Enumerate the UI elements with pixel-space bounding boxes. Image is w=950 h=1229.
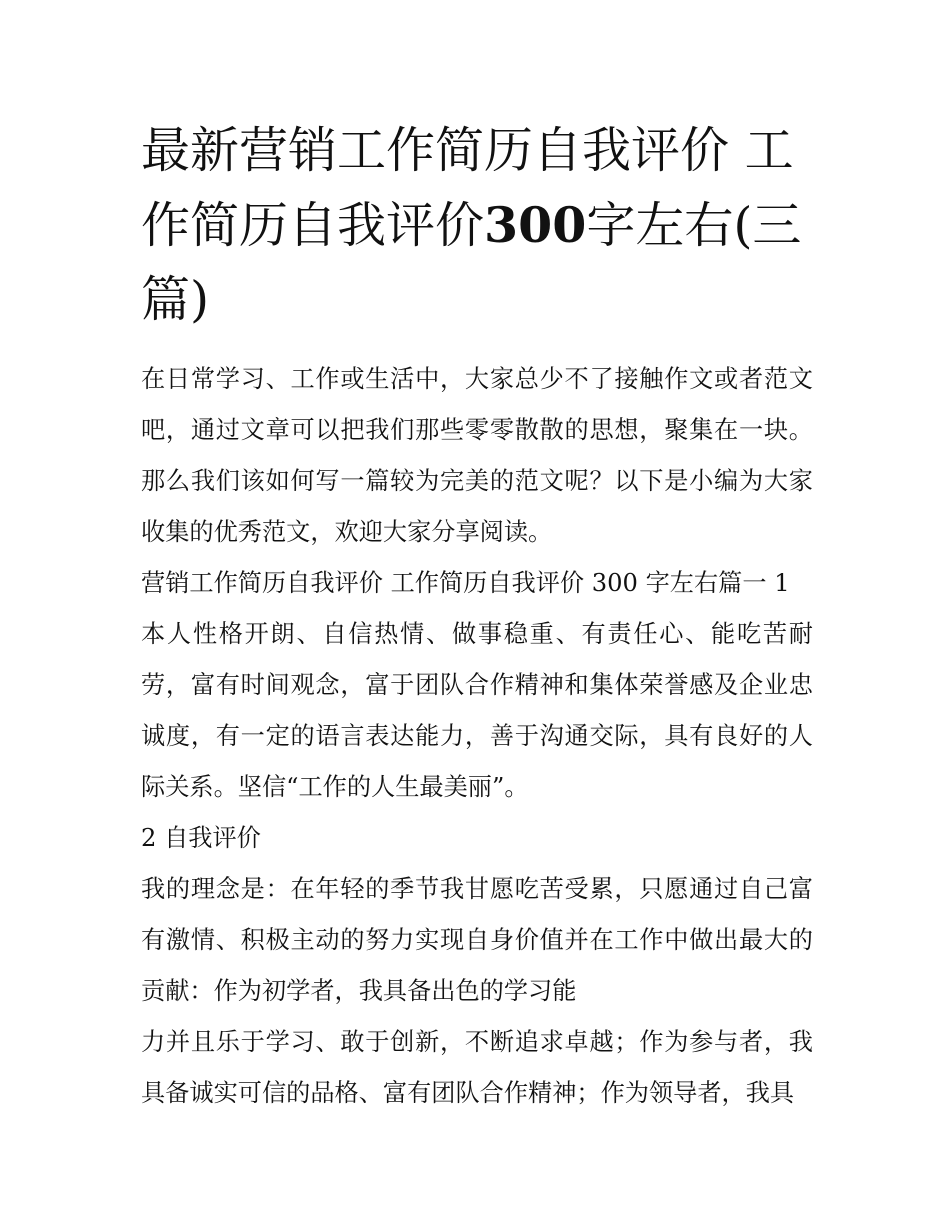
title-number: 300 <box>484 196 587 254</box>
intro-paragraph: 在日常学习、工作或生活中，大家总少不了接触作文或者范文吧，通过文章可以把我们那些零零散散的思想，聚集在一块。那么我们该如何写一篇较为完美的范文呢？以下是小编为大家收集的优秀范文，欢迎大家分享阅读。 <box>141 365 813 546</box>
philosophy-paragraph: 我的理念是：在年轻的季节我甘愿吃苦受累，只愿通过自己富有激情、积极主动的努力实现自身价值并在工作中做出最大的贡献：作为初学者，我具备出色的学习能 <box>141 875 813 1005</box>
document-title <box>141 114 821 337</box>
document-body <box>141 354 813 1119</box>
title-text-part1: 最新营销工作简历自我评价 工作简历自我评价 <box>141 122 794 254</box>
section-heading-two: 2 自我评价 <box>141 824 261 852</box>
personality-paragraph: 本人性格开朗、自信热情、做事稳重、有责任心、能吃苦耐劳，富有时间观念，富于团队合作精神和集体荣誉感及企业忠诚度，有一定的语言表达能力，善于沟通交际，具有良好的人际关系。坚信“工作的人生最美丽”。 <box>141 620 813 801</box>
title-text-part2: 字左右(三篇) <box>141 197 802 328</box>
section-heading-one: 营销工作简历自我评价 工作简历自我评价 300 字左右篇一 1 <box>141 569 790 597</box>
ability-paragraph: 力并且乐于学习、敢于创新，不断追求卓越；作为参与者，我具备诚实可信的品格、富有团队合作精神；作为领导者，我具 <box>141 1028 813 1107</box>
